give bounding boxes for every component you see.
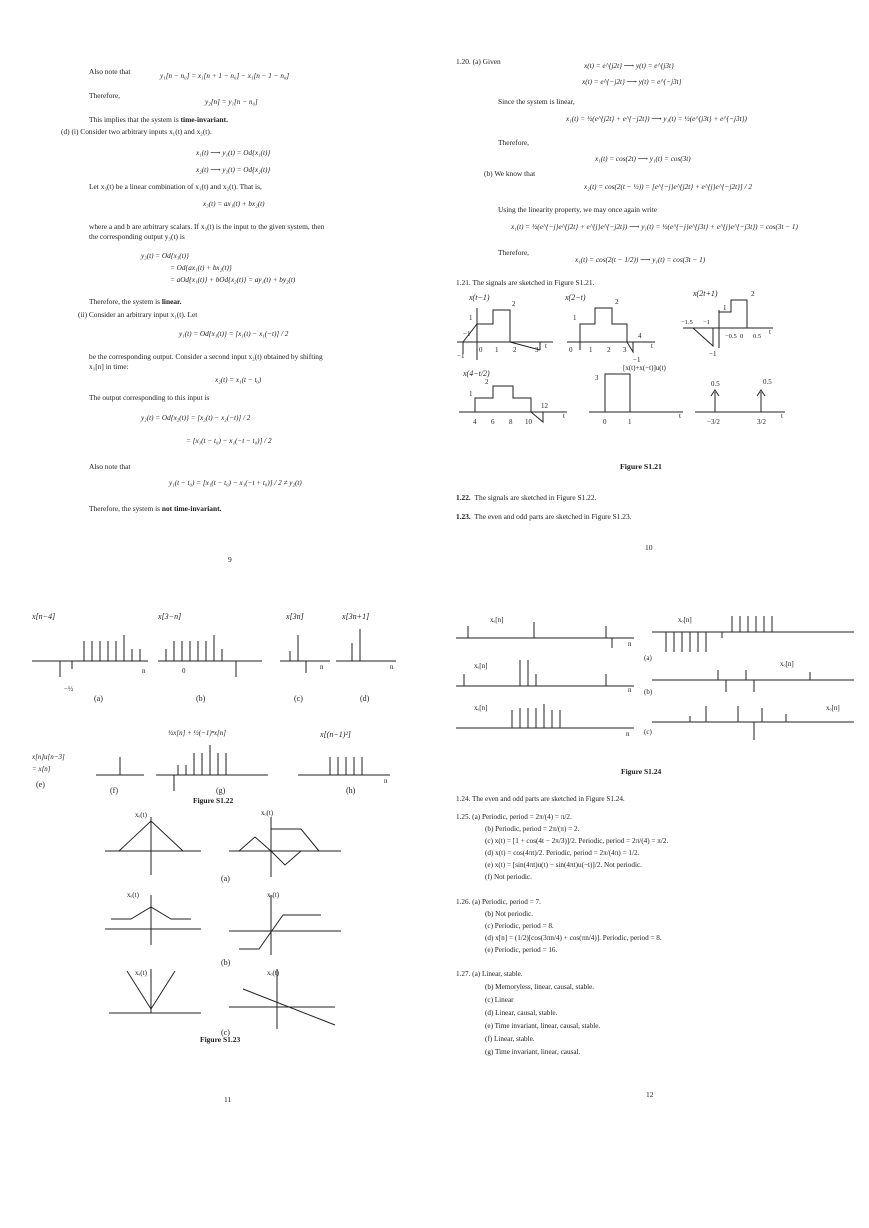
stem-x-3-minus-n	[157, 612, 262, 703]
tick-d-0: 4	[473, 418, 477, 426]
p9-bold-not-ti: not time-invariant.	[161, 504, 222, 513]
label-b-sub: (b)	[221, 958, 231, 967]
label-227-g: (g)	[216, 786, 226, 795]
p10-eq-given-1: x(t) = e^{j2t} ⟶ y(t) = e^{j3t}	[584, 62, 674, 70]
label-226-f: (f)	[110, 786, 118, 795]
tick-a-ampm1: −1	[457, 352, 465, 360]
stem-24b-even	[456, 660, 634, 694]
label-228-h: (h)	[346, 786, 356, 795]
p9-eq-y3-2: = Od{ax₁(t) + bx₂(t)}	[170, 264, 232, 272]
p9-eq-x1: x₁(t) ⟶ y₁(t) = Od{x₁(t)}	[196, 149, 271, 157]
sketch-x-t-minus-1	[457, 293, 553, 360]
stem-24b-odd	[644, 660, 854, 696]
p9-eq-y1-od: y₁(t) = Od{x₁(t)} = [x₁(t) − x₁(−t)] / 2	[179, 330, 289, 338]
tick-c-1: −1	[703, 319, 710, 326]
even-odd-c	[109, 969, 335, 1037]
p10-text-122	[456, 493, 596, 502]
label-24a: (a)	[644, 654, 652, 662]
p12-text-124: 1.24. The even and odd parts are sketched in Figure S1.24.	[456, 795, 625, 803]
p10-num-123: 1.23.	[456, 512, 471, 521]
tick-b-amp2: 2	[615, 298, 619, 306]
sketch-x-2-minus-t	[564, 293, 655, 364]
tick-c-ampm1: −1	[709, 350, 717, 358]
p12-126-c: (c) Periodic, period = 8.	[485, 922, 554, 930]
tick-a-amp2: 2	[512, 300, 516, 308]
p9-text-therefore-3: Therefore, the system is	[89, 504, 162, 513]
tick-24b-n: n	[628, 686, 632, 694]
p9-eq-y3-3: = aOd{x₁(t)} + bOd{x₂(t)} = ay₁(t) + by₂(t)	[170, 276, 296, 284]
impulse-f1: 0.5	[711, 380, 720, 388]
p9-text-be-corresp: be the corresponding output. Consider a second input x₂(t) obtained by shifting	[89, 352, 323, 361]
tick-e-amp3: 3	[595, 374, 599, 382]
sketch-x-4-minus-t-over-2	[459, 369, 567, 426]
tick-b-0: 0	[569, 346, 573, 354]
tick-b-2: 2	[607, 346, 611, 354]
stem-half-sum	[156, 729, 268, 795]
title-x-3n1: x[3n+1]	[342, 612, 370, 621]
tick-d-4: 12	[541, 402, 548, 410]
title-x-n-4: x[n−4]	[32, 612, 56, 621]
p9-text-also-note-2: Also note that	[89, 462, 131, 471]
p12-125-f: (f) Not periodic.	[485, 873, 532, 881]
tick-24a-n: n	[628, 640, 632, 648]
title-x-n-1-sq: x[(n−1)²]	[320, 730, 351, 739]
tick-b-t: t	[651, 342, 653, 350]
p12-125-c: (c) x(t) = [1 + cos(4t − 2π/3)]/2. Periodic, period = 2π/(4) = π/2.	[485, 837, 669, 845]
p12-127-c: (c) Linear	[485, 996, 514, 1004]
tick-222-0: 0	[182, 667, 186, 675]
p10-eq-x1-b: x₁(t) = ½(e^{−j}e^{j2t} + e^{j}e^{−j2t}) ⟶ y₁(t) = ½(e^{−j}e^{j3t} + e^{j}e^{−j3t}) = cos(3t − 1)	[511, 223, 798, 231]
stem-24a-even	[456, 616, 634, 648]
tick-c-amp2: 2	[751, 290, 755, 298]
tick-d-1: 6	[491, 418, 495, 426]
tick-b-3: 3	[623, 346, 627, 354]
tick-c-2: −0.5	[725, 333, 737, 340]
p12-125-b: (b) Periodic, period = 2π/(π) = 2.	[485, 825, 580, 833]
title-x-n-u: x[n]u[n−3]	[32, 753, 65, 761]
tick-221-half: −½	[64, 685, 74, 693]
label-x-t-minus-1: x(t−1)	[469, 293, 490, 302]
p9-eq-x2: x₂(t) ⟶ y₂(t) = Od{x₂(t)}	[196, 166, 271, 174]
p9-text-not-ti	[89, 504, 221, 513]
label-223-c: (c)	[294, 694, 303, 703]
p9-text-d-i: (d) (i) Consider two arbitrary inputs x₁(t) and x₂(t).	[61, 127, 212, 136]
label-xe-b: xₑ(t)	[127, 891, 139, 899]
title-x-3n: x[3n]	[286, 612, 304, 621]
tick-d-amp2: 2	[485, 378, 489, 386]
p10-text-therefore: Therefore,	[498, 138, 529, 147]
stem-x-3n-plus-1	[336, 612, 396, 703]
p10-num-122: 1.22.	[456, 493, 471, 502]
p10-eq-x1: x₁(t) = ½(e^{j2t} + e^{−j2t}) ⟶ y₁(t) = ½(e^{j3t} + e^{−j3t})	[566, 115, 747, 123]
stem-24c-even	[456, 704, 634, 738]
stem-x-n-u-n-3	[31, 753, 65, 789]
tick-f-0: −3/2	[707, 418, 720, 426]
tick-c-3: 0	[740, 333, 744, 340]
p9-text-implies: This implies that the system is	[89, 115, 181, 124]
p10-text-therefore-2: Therefore,	[498, 248, 529, 257]
tick-d-3: 10	[525, 418, 532, 426]
tick-a-1: 0	[479, 346, 483, 354]
label-xo-a: xₒ(t)	[261, 809, 274, 817]
p9-text-time-invariant	[89, 115, 228, 124]
label-x-2-minus-t: x(2−t)	[565, 293, 586, 302]
p9-text-therefore: Therefore,	[89, 91, 120, 100]
p12-127-b: (b) Memoryless, linear, causal, stable.	[485, 983, 595, 991]
p10-text-123	[456, 512, 632, 521]
p9-eq-y3-1: y₃(t) = Od{x₃(t)}	[141, 252, 189, 260]
p12-127-e: (e) Time invariant, linear, causal, stable.	[485, 1022, 601, 1030]
label-24c: (c)	[644, 728, 652, 736]
label-24c-xe: xₑ[n]	[474, 704, 488, 712]
p9-text-also-note: Also note that	[89, 67, 131, 76]
p9-eq-y2-2: = [x₁(t − t₀) − x₁(−t − t₀)] / 2	[186, 437, 272, 445]
label-xe-c: xₑ(t)	[135, 969, 147, 977]
tick-d-2: 8	[509, 418, 513, 426]
title-x-3-n: x[3−n]	[158, 612, 182, 621]
tick-e-1: 1	[628, 418, 632, 426]
tick-a-3: 2	[513, 346, 517, 354]
p9-bold-time-invariant: time-invariant.	[180, 115, 228, 124]
tick-228-n: n	[384, 777, 388, 785]
label-x-4-minus-t2: x(4−t/2)	[463, 369, 490, 378]
tick-c-amp1: 1	[723, 304, 727, 312]
p9-text-x1n: x₁[n] in time:	[89, 362, 129, 371]
p12-127-a: 1.27. (a) Linear, stable.	[456, 970, 523, 978]
p9-text-therefore-sys: Therefore, the system is	[89, 297, 162, 306]
tick-d-amp1: 1	[469, 390, 473, 398]
p10-text-using-linearity: Using the linearity property, we may once again write	[498, 205, 657, 214]
p9-eq-x2-shift: x₂(t) = x₁(t − t₀)	[215, 376, 262, 384]
p12-125-d: (d) x(t) = cos(4πt)/2. Periodic, period = 2π/(4π) = 1/2.	[485, 849, 640, 857]
p12-127-g: (g) Time invariant, linear, causal.	[485, 1048, 581, 1056]
p10-eq-cos: x₁(t) = cos(2t) ⟶ y₁(t) = cos(3t)	[595, 155, 691, 163]
p9-bold-linear: linear.	[161, 297, 182, 306]
tick-f-t: t	[781, 412, 783, 420]
p9-text-linear	[89, 297, 182, 306]
even-odd-a	[105, 809, 341, 883]
tick-224-n: n	[390, 663, 394, 671]
tick-c-4: 0.5	[753, 333, 762, 340]
tick-c-t: t	[769, 328, 771, 336]
p9-eq-y1-t0: y₁(t − t₀) = [x₁(t − t₀) − x₁(−t + t₀)] / 2 ≠ y₂(t)	[169, 479, 302, 487]
page-number-11: 11	[224, 1095, 232, 1104]
figure-s1-21	[455, 288, 785, 438]
p9-eq-y2: y₂[n] = y₁[n − n₀]	[205, 98, 258, 106]
label-222-b: (b)	[196, 694, 206, 703]
p10-text-120a: 1.20. (a) Given	[456, 57, 501, 66]
tick-d-t: t	[563, 412, 565, 420]
label-24c-xo: xₒ[n]	[826, 704, 840, 712]
p9-text-ii: (ii) Consider an arbitrary input x₁(t). Let	[78, 310, 198, 319]
p9-eq-y2-1: y₂(t) = Od{x₂(t)} = [x₂(t) − x₂(−t)] / 2	[141, 414, 251, 422]
p10-text-121: 1.21. The signals are sketched in Figure S1.21.	[456, 278, 595, 287]
p12-126-d: (d) x[n] = (1/2)[cos(3πn/4) + cos(πn/4)]. Periodic, period = 8.	[485, 934, 662, 942]
figure-s1-23	[105, 803, 385, 1038]
label-xe-a: xₑ(t)	[135, 811, 147, 819]
title-eq-x-n: = x[n]	[32, 765, 51, 773]
p9-text-let-x3: Let x₃(t) be a linear combination of x₁(t) and x₂(t). That is,	[89, 182, 262, 191]
tick-223-n: n	[320, 663, 324, 671]
p12-126-b: (b) Not periodic.	[485, 910, 534, 918]
tick-a-t: t	[545, 342, 547, 350]
p12-125-e: (e) x(t) = [sin(4πt)u(t) − sin(4πt)u(−t)]/2. Not periodic.	[485, 861, 642, 869]
tick-e-0: 0	[603, 418, 607, 426]
page-number-9: 9	[228, 555, 232, 564]
stem-24c-odd	[644, 704, 854, 740]
caption-figure-s1-21: Figure S1.21	[620, 462, 662, 471]
tick-f-1: 3/2	[757, 418, 766, 426]
tick-b-ampm1: −1	[633, 356, 641, 364]
tick-a-4: 3	[535, 346, 539, 354]
p10-text-123-body: The even and odd parts are sketched in Figure S1.23.	[474, 512, 632, 521]
p10-eq-given-2: x(t) = e^{−j2t} ⟶ y(t) = e^{−j3t}	[582, 78, 682, 86]
tick-e-t: t	[679, 412, 681, 420]
impulse-f2: 0.5	[763, 378, 772, 386]
tick-24c-n: n	[626, 730, 630, 738]
p12-127-f: (f) Linear, stable.	[485, 1035, 535, 1043]
tick-b-1: 1	[589, 346, 593, 354]
p12-126-e: (e) Periodic, period = 16.	[485, 946, 558, 954]
caption-figure-s1-22: Figure S1.22	[193, 796, 234, 805]
sketch-impulses	[695, 378, 785, 426]
label-221-a: (a)	[94, 694, 103, 703]
label-x-2t-plus-1: x(2t+1)	[693, 289, 718, 298]
sketch-even-u	[589, 364, 683, 426]
p12-125-a: 1.25. (a) Periodic, period = 2π/(4) = π/2.	[456, 813, 572, 821]
page-number-10: 10	[645, 543, 653, 552]
sketch-x-2t-plus-1	[681, 289, 773, 358]
tick-a-2: 1	[495, 346, 499, 354]
p10-text-b: (b) We know that	[484, 169, 536, 178]
p10-text-since-linear: Since the system is linear,	[498, 97, 575, 106]
tick-a-amp1: 1	[469, 314, 473, 322]
label-24b-xo: xₒ[n]	[780, 660, 794, 668]
label-225-e: (e)	[36, 780, 45, 789]
p9-text-corresponding: the corresponding output y₃(t) is	[89, 232, 185, 241]
page-number-12: 12	[646, 1090, 654, 1099]
p10-eq-x2: x₂(t) = cos(2(t − ½)) = [e^{−j}e^{j2t} + e^{j}e^{−j2t}] / 2	[584, 183, 752, 191]
p9-eq-y1-shift: y₁[n − n₀] = x₁[n + 1 − n₀] − x₁[n − 1 − n₀]	[160, 72, 290, 80]
p9-text-output-corresp: The output corresponding to this input is	[89, 393, 210, 402]
tick-b-amp1: 1	[573, 314, 577, 322]
tick-a-0: −1	[463, 330, 471, 338]
caption-figure-s1-23: Figure S1.23	[200, 1035, 241, 1044]
stem-24a-odd	[644, 616, 854, 662]
label-a-sub: (a)	[221, 874, 230, 883]
label-xo-b: xₒ(t)	[267, 891, 280, 899]
label-even-u: [x(t)+x(−t)]u(t)	[623, 364, 666, 372]
label-24a-xo: xₒ[n]	[678, 616, 692, 624]
tick-c-0: −1.5	[681, 319, 693, 326]
label-224-d: (d)	[360, 694, 370, 703]
label-24b: (b)	[644, 688, 653, 696]
label-24a-xe: xₑ[n]	[490, 616, 504, 624]
tick-221-n: n	[142, 667, 146, 675]
label-xo-c: xₒ(t)	[267, 969, 280, 977]
p10-eq-final: x₁(t) = cos(2(t − 1/2)) ⟶ y₁(t) = cos(3t − 1)	[575, 256, 706, 264]
title-half-sum: ½x[n] + ½(−1)ⁿx[n]	[168, 729, 226, 737]
label-c-sub: (c)	[221, 1028, 230, 1037]
p12-126-a: 1.26. (a) Periodic, period = 7.	[456, 898, 541, 906]
stem-x-3n	[280, 612, 330, 703]
even-odd-b	[105, 891, 341, 967]
figure-s1-24	[456, 612, 856, 752]
p9-eq-x3: x₃(t) = ax₁(t) + bx₂(t)	[203, 200, 265, 208]
p9-text-where: where a and b are arbitrary scalars. If x₃(t) is the input to the given system, then	[89, 222, 325, 231]
stem-x-n-minus-4	[31, 612, 148, 703]
p12-127-d: (d) Linear, causal, stable.	[485, 1009, 558, 1017]
label-24b-xe: xₑ[n]	[474, 662, 488, 670]
caption-figure-s1-24: Figure S1.24	[621, 767, 662, 776]
stem-f	[96, 757, 144, 795]
stem-x-n-1-sq	[298, 730, 390, 795]
tick-b-4: 4	[638, 332, 642, 340]
p10-text-122-body: The signals are sketched in Figure S1.22.	[474, 493, 597, 502]
